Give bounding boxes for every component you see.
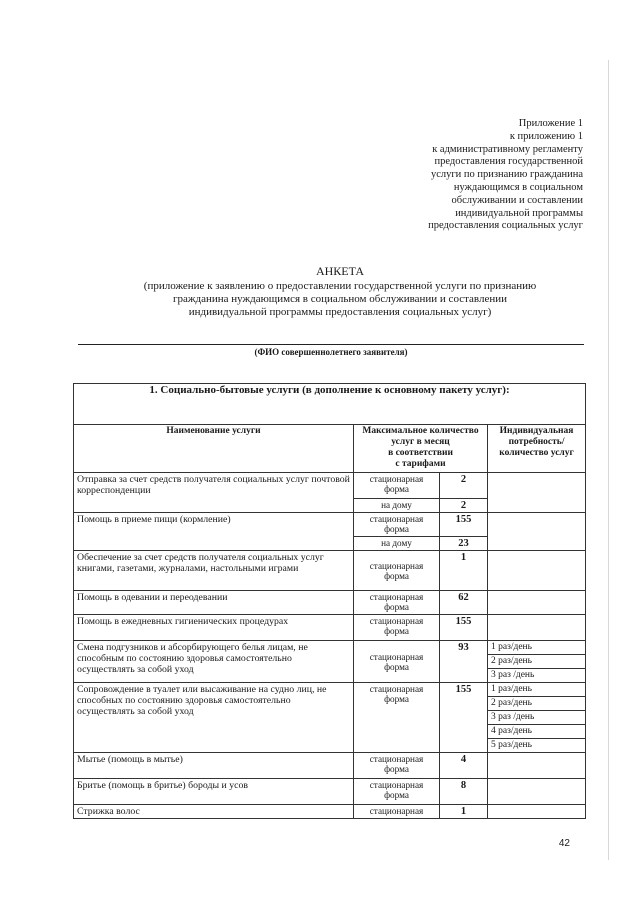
service-form: стационарная форма	[354, 779, 440, 805]
appendix-line: предоставления социальных услуг	[428, 220, 583, 232]
services-table	[73, 383, 586, 819]
subtitle-line: (приложение к заявлению о предоставлении государственной услуги по признанию	[143, 280, 537, 292]
service-max-qty: 62	[440, 591, 488, 615]
service-name: Помощь в приеме пищи (кормление)	[74, 513, 354, 551]
service-name: Сопровождение в туалет или высаживание на судно лиц, не способных по состоянию здоровья самостоятельно осуществлять за собой уход	[74, 683, 354, 753]
header-max-line: с тарифами	[395, 459, 446, 469]
subtitle-line: индивидуальной программы предоставления социальных услуг)	[188, 306, 492, 318]
service-name: Мытье (помощь в мытье)	[74, 753, 354, 779]
service-form: стационарная форма	[354, 473, 440, 499]
service-form: стационарная форма	[354, 641, 440, 683]
service-name: Смена подгузников и абсорбирующего белья лицам, не способным по состоянию здоровья самостоятельно осуществлять за собой уход	[74, 641, 354, 683]
form-subtitle	[40, 280, 640, 319]
appendix-line: услуги по признанию гражданина	[430, 169, 583, 181]
individual-need-cell[interactable]	[488, 753, 586, 779]
individual-need-cell[interactable]	[488, 615, 586, 641]
header-need-line: потребность/	[508, 437, 565, 447]
service-name: Обеспечение за счет средств получателя социальных услуг книгами, газетами, журналами, настольными играми	[74, 551, 354, 591]
individual-need-cell[interactable]	[488, 805, 586, 819]
section-row	[74, 384, 586, 425]
service-max-qty: 2	[440, 499, 488, 513]
header-max-line: Максимальное количество	[362, 426, 479, 436]
table-row	[74, 683, 586, 697]
service-max-qty: 155	[440, 683, 488, 753]
individual-need-cell[interactable]	[488, 779, 586, 805]
service-form: стационарная форма	[354, 513, 440, 537]
service-max-qty: 2	[440, 473, 488, 499]
header-need-line: количество услуг	[499, 448, 574, 458]
header-max-line: услуг в месяц	[391, 437, 450, 447]
service-form: стационарная	[354, 805, 440, 819]
appendix-line: предоставления государственной	[434, 156, 583, 168]
need-option[interactable]: 1 раз/день	[488, 683, 586, 697]
table-row	[74, 473, 586, 499]
individual-need-cell[interactable]	[488, 473, 586, 513]
table-row	[74, 641, 586, 655]
need-option[interactable]: 3 раз /день	[488, 711, 586, 725]
individual-need-cell[interactable]	[488, 551, 586, 591]
header-individual-need	[488, 425, 586, 473]
service-form: на дому	[354, 537, 440, 551]
form-title: АНКЕТА	[315, 264, 365, 278]
service-form: стационарная форма	[354, 753, 440, 779]
page-edge-rule	[608, 60, 609, 860]
service-name: Помощь в ежедневных гигиенических процедурах	[74, 615, 354, 641]
service-max-qty: 93	[440, 641, 488, 683]
subtitle-line: гражданина нуждающимся в социальном обслуживании и составлении	[172, 293, 508, 305]
appendix-line: нуждающимся в социальном	[453, 181, 583, 193]
service-max-qty: 8	[440, 779, 488, 805]
individual-need-cell[interactable]	[488, 591, 586, 615]
individual-need-cell[interactable]	[488, 513, 586, 551]
appendix-line: обслуживании и составлении	[451, 194, 583, 206]
need-option[interactable]: 2 раз/день	[488, 655, 586, 669]
service-max-qty: 155	[440, 513, 488, 537]
table-row	[74, 513, 586, 537]
appendix-block	[333, 118, 583, 233]
need-option[interactable]: 2 раз/день	[488, 697, 586, 711]
service-name: Бритье (помощь в бритье) бороды и усов	[74, 779, 354, 805]
header-need-line: Индивидуальная	[499, 426, 574, 436]
appendix-line: к административному регламенту	[432, 143, 583, 155]
appendix-line: индивидуальной программы	[455, 207, 583, 219]
table-row	[74, 551, 586, 591]
need-option[interactable]: 5 раз/день	[488, 739, 586, 753]
service-form: стационарная форма	[354, 683, 440, 753]
service-form: стационарная форма	[354, 615, 440, 641]
need-option[interactable]: 4 раз/день	[488, 725, 586, 739]
table-row	[74, 591, 586, 615]
page-number: 42	[558, 838, 570, 849]
service-max-qty: 155	[440, 615, 488, 641]
header-service-name: Наименование услуги	[74, 425, 354, 473]
appendix-line: к приложению 1	[509, 130, 583, 142]
service-name: Стрижка волос	[74, 805, 354, 819]
appendix-line: Приложение 1	[518, 118, 583, 129]
service-max-qty: 4	[440, 753, 488, 779]
applicant-name-field[interactable]	[78, 344, 584, 345]
table-row	[74, 805, 586, 819]
service-max-qty: 1	[440, 805, 488, 819]
service-name: Отправка за счет средств получателя социальных услуг почтовой корреспонденции	[74, 473, 354, 513]
service-form: стационарная форма	[354, 551, 440, 591]
header-row	[74, 425, 586, 473]
service-name: Помощь в одевании и переодевании	[74, 591, 354, 615]
header-max-quantity	[354, 425, 488, 473]
table-row	[74, 779, 586, 805]
service-max-qty: 23	[440, 537, 488, 551]
need-option[interactable]: 3 раз /день	[488, 669, 586, 683]
need-option[interactable]: 1 раз/день	[488, 641, 586, 655]
service-max-qty: 1	[440, 551, 488, 591]
service-form: на дому	[354, 499, 440, 513]
applicant-name-caption: (ФИО совершеннолетнего заявителя)	[254, 347, 408, 357]
service-form: стационарная форма	[354, 591, 440, 615]
table-row	[74, 615, 586, 641]
section-title: 1. Социально-бытовые услуги (в дополнение к основному пакету услуг):	[74, 384, 586, 425]
header-max-line: в соответствии	[388, 448, 453, 458]
table-row	[74, 753, 586, 779]
